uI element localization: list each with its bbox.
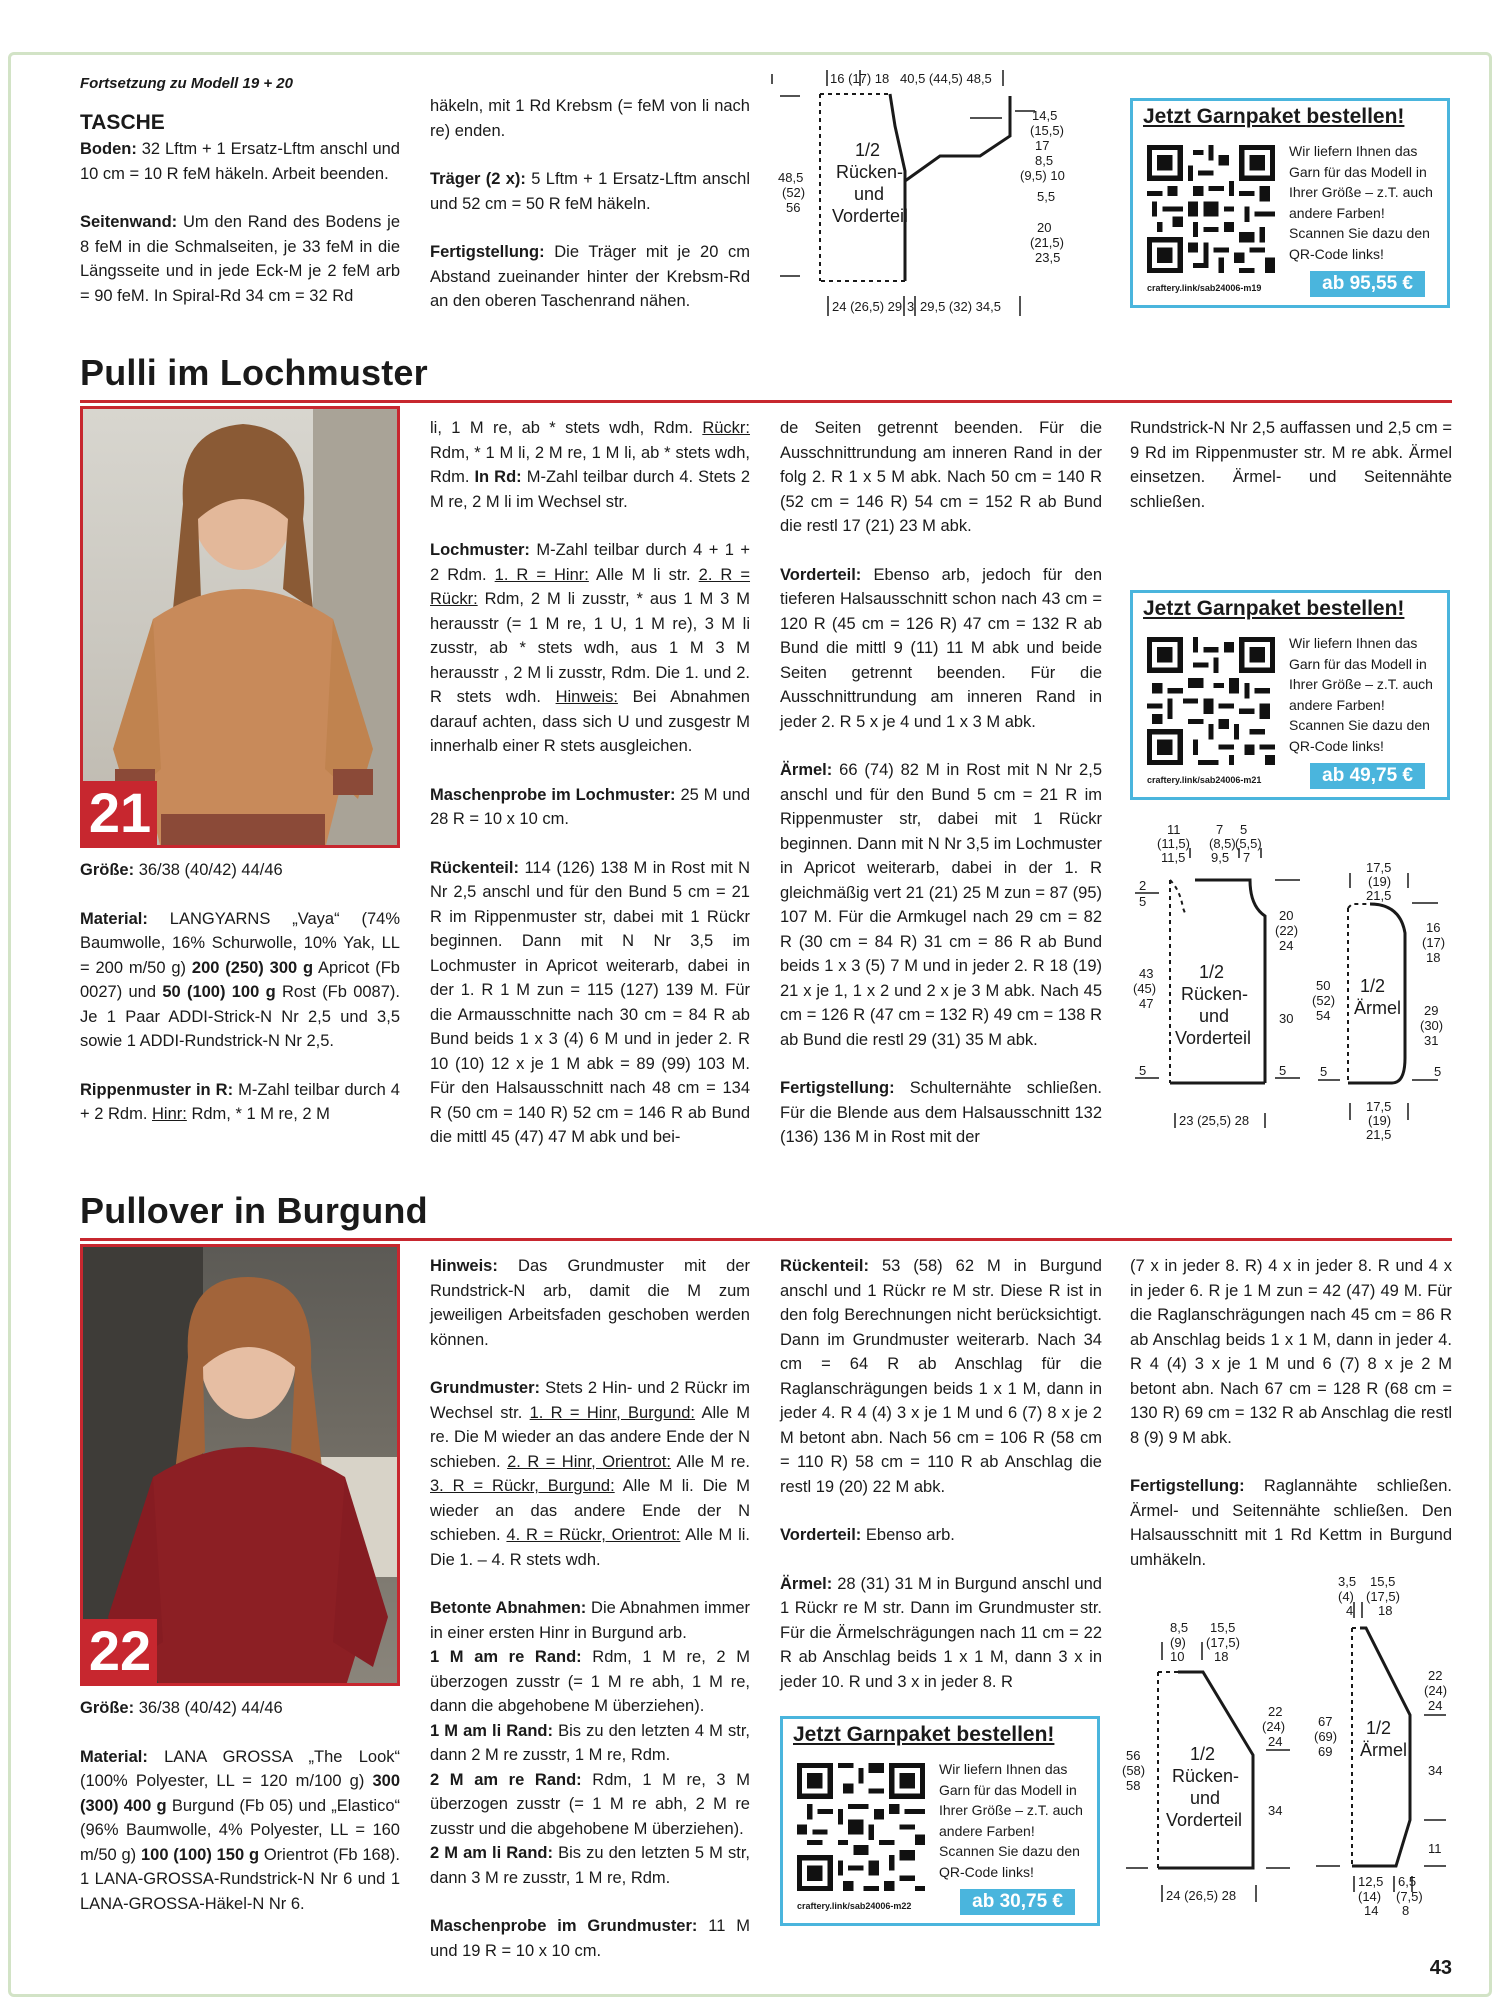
d19-top-left: 16 (17) 18	[830, 71, 890, 86]
svg-text:(24): (24)	[1262, 1719, 1286, 1734]
svg-text:12,5: 12,5	[1358, 1874, 1384, 1889]
svg-text:67: 67	[1318, 1714, 1333, 1729]
model-number-badge: 21	[83, 781, 157, 845]
svg-text:4: 4	[1346, 1603, 1354, 1618]
diagram-model-21-sleeve	[1310, 858, 1450, 1158]
svg-text:24: 24	[1268, 1734, 1283, 1749]
svg-text:50: 50	[1316, 978, 1331, 993]
svg-text:24: 24	[1428, 1698, 1443, 1713]
svg-text:56: 56	[786, 200, 801, 215]
svg-text:24 (26,5) 28: 24 (26,5) 28	[1166, 1888, 1237, 1903]
svg-text:17: 17	[1035, 138, 1050, 153]
svg-text:7: 7	[1243, 850, 1251, 865]
svg-text:1/2: 1/2	[1366, 1718, 1392, 1738]
svg-text:14,5: 14,5	[1032, 108, 1058, 123]
svg-text:2: 2	[1139, 878, 1147, 893]
diagram-model-21-body	[1115, 818, 1305, 1143]
diagram-model-22-sleeve	[1300, 1570, 1450, 1925]
svg-text:(8,5): (8,5)	[1209, 836, 1236, 851]
svg-text:und: und	[1199, 1006, 1230, 1026]
garnpaket-price-button[interactable]: ab 95,55 €	[1310, 271, 1425, 297]
garnpaket-link[interactable]: craftery.link/sab24006-m19	[1147, 283, 1262, 293]
svg-text:5,5: 5,5	[1037, 189, 1056, 204]
svg-text:Rücken-: Rücken-	[1172, 1766, 1240, 1786]
diagram-model-19	[770, 66, 1070, 326]
section-title-21: Pulli im Lochmuster	[80, 352, 428, 393]
svg-text:21,5: 21,5	[1366, 888, 1392, 903]
section-divider-22	[80, 1238, 1452, 1241]
svg-text:(52): (52)	[1312, 993, 1336, 1008]
svg-text:14: 14	[1364, 1903, 1379, 1918]
svg-text:(7,5): (7,5)	[1396, 1889, 1423, 1904]
svg-text:5: 5	[1320, 1064, 1328, 1079]
garnpaket-price-button[interactable]: ab 30,75 €	[960, 1889, 1075, 1915]
photo-model-22	[80, 1244, 400, 1686]
d19-top-right: 40,5 (44,5) 48,5	[900, 71, 992, 86]
top-col-1: Fortsetzung zu Modell 19 + 20 TASCHE Boden: 32 Lftm + 1 Ersatz-Lftm anschl und 10 cm = 10 R feM häkeln. Arbeit beenden. Seitenwand: Um den Rand des Bodens je 8 feM in die Schmalseiten, je 33 feM in die Längsseite und in jede Eck-M je 2 feM arb = 90 feM. In Spiral-Rd 34 cm = 32 Rd	[80, 72, 400, 308]
svg-text:Ärmel: Ärmel	[1360, 1740, 1408, 1760]
svg-text:(15,5): (15,5)	[1030, 123, 1064, 138]
svg-text:(52): (52)	[782, 185, 806, 200]
model22-col-4: (7 x in jeder 8. R) 4 x in jeder 8. R und 4 x in jeder 6. R je 1 M zun = 42 (47) 49 M. Für die Raglanschrägungen nach 45 cm = 86 R ab Anschlag beids 1 x 1 M, dann in jeder 4. R 4 (4) 3 x je 1 M und 6 (7) 8 x je 2 M betont abn. Nach 67 cm = 128 R (68 cm = 130 R) 69 cm = 132 R ab Anschlag die restl 8 (9) 9 M abk. Fertigstellung: Raglannähte schließen. Ärmel- und Seitennähte schließen. Den Halsausschnitt mit 1 Rd Kettm in Burgund umhäkeln.	[1130, 1257, 1452, 1569]
svg-text:15,5: 15,5	[1370, 1574, 1396, 1589]
garnpaket-box-m22[interactable]	[780, 1716, 1100, 1926]
svg-text:Ärmel: Ärmel	[1354, 998, 1402, 1018]
svg-text:18: 18	[1378, 1603, 1393, 1618]
qr-code-icon[interactable]	[797, 1763, 925, 1891]
garnpaket-text: Wir liefern Ihnen das Garn für das Modell in Ihrer Größe – z.T. auch andere Farben! Scannen Sie dazu den QR-Code links!	[1289, 635, 1433, 754]
svg-text:1/2: 1/2	[1199, 962, 1225, 982]
svg-text:5: 5	[1434, 1064, 1442, 1079]
section-divider-21	[80, 400, 1452, 403]
svg-text:(9): (9)	[1170, 1635, 1186, 1650]
svg-text:(5,5): (5,5)	[1235, 836, 1262, 851]
qr-code-icon[interactable]	[1147, 637, 1275, 765]
svg-text:(58): (58)	[1122, 1763, 1146, 1778]
svg-text:(22): (22)	[1275, 923, 1299, 938]
svg-text:23,5: 23,5	[1035, 250, 1061, 265]
continuation-note: Fortsetzung zu Modell 19 + 20	[80, 75, 293, 92]
svg-text:69: 69	[1318, 1744, 1333, 1759]
svg-text:1/2: 1/2	[1360, 976, 1386, 996]
svg-text:8,5: 8,5	[1170, 1620, 1189, 1635]
garnpaket-title: Jetzt Garnpaket bestellen!	[1143, 597, 1405, 620]
svg-text:6,5: 6,5	[1398, 1874, 1417, 1889]
garnpaket-title: Jetzt Garnpaket bestellen!	[1143, 105, 1405, 128]
svg-text:und: und	[854, 184, 885, 204]
garnpaket-title: Jetzt Garnpaket bestellen!	[793, 1723, 1055, 1746]
garnpaket-link[interactable]: craftery.link/sab24006-m21	[1147, 775, 1262, 785]
model22-col-3: Rückenteil: 53 (58) 62 M in Burgund anschl und 1 Rückr re M str. Diese R ist in den folg Berechnungen nicht berücksichtigt. Dann im Grundmuster weiterarb. Nach 34 cm = 64 R ab Anschlag für die Raglanschrägungen beids 1 x 1 M, dann in jeder 4. R 4 (4) 3 x je 1 M und 6 (7) 8 x je 2 M betont abn. Nach 56 cm = 106 R (58 cm = 110 R) 58 cm = 110 R ab Anschlag die restl 19 (20) 22 M abk. Vorderteil: Ebenso arb. Ärmel: 28 (31) 31 M in Burgund anschl und 1 Rückr re M str. Dann im Grundmuster str. Für die Ärmelschrägungen nach 11 cm = 22 R ab Anschlag beids 1 x 1 M, dann 3 x in jeder 10. R und 3 x in jeder 8. R	[780, 1257, 1102, 1691]
svg-text:3,5: 3,5	[1338, 1574, 1357, 1589]
svg-text:22: 22	[1428, 1668, 1443, 1683]
svg-text:11: 11	[1167, 822, 1181, 837]
model21-col-4: Rundstrick-N Nr 2,5 auffassen und 2,5 cm = 9 Rd im Rippenmuster str. M re abk. Ärmel einsetzen. Ärmel- und Seitennähte schließen.	[1130, 419, 1452, 511]
page-number: 43	[1429, 1957, 1452, 1979]
model22-col-2: Hinweis: Das Grundmuster mit der Rundstrick-N arb, damit die M zum jeweiligen Arbeitsfaden geschoben werden können. Grundmuster: Stets 2 Hin- und 2 Rückr im Wechsel str. 1. R = Hinr, Burgund: Alle M re. Die M wieder an das andere Ende der N schieben. 2. R = Hinr, Orientrot: Alle M re. 3. R = Rückr, Burgund: Alle M li. Die M wieder an das andere Ende der N schieben. 4. R = Rückr, Orientrot: Alle M li. Die 1. – 4. R stets wdh. Betonte Abnahmen: Die Abnahmen immer in einer ersten Hinr in Burgund arb. 1 M am re Rand: Rdm, 1 M re, 2 M überzogen zusstr (= 1 M re abh, 1 M re, dann die abgehobene M überziehen). 1 M am li Rand: Bis zu den letzten 4 M str, dann 2 M re zusstr, 1 M re, Rdm. 2 M am re Rand: Rdm, 1 M re, 3 M überzogen zusstr (= 1 M re abh, 2 M re zusstr und die abgehobene M überziehen). 2 M am li Rand: Bis zu den letzten 5 M str, dann 3 M re zusstr, 1 M re, Rdm. Maschenprobe im Grundmuster: 11 M und 19 R = 10 x 10 cm.	[430, 1257, 751, 1960]
svg-text:(30): (30)	[1420, 1018, 1444, 1033]
garnpaket-link[interactable]: craftery.link/sab24006-m22	[797, 1901, 912, 1911]
svg-text:8: 8	[1402, 1903, 1410, 1918]
svg-text:43: 43	[1139, 966, 1154, 981]
svg-text:34: 34	[1428, 1763, 1443, 1778]
garnpaket-box-m19[interactable]	[1130, 98, 1450, 308]
svg-text:5: 5	[1139, 1063, 1147, 1078]
svg-text:7: 7	[1216, 822, 1224, 837]
svg-text:58: 58	[1126, 1778, 1141, 1793]
svg-text:15,5: 15,5	[1210, 1620, 1236, 1635]
svg-text:17,5: 17,5	[1366, 860, 1392, 875]
model22-col-1: Größe: 36/38 (40/42) 44/46 Material: LANA GROSSA „The Look“ (100% Polyester, LL = 120 m/100 g) 300 (300) 400 g Burgund (Fb 05) und „Elastico“ (96% Baumwolle, 4% Polyester, LL = 160 m/50 g) 100 (100) 150 g Orientrot (Fb 168). 1 LANA-GROSSA-Rundstrick-N Nr 6 und 1 LANA-GROSSA-Häkel-N Nr 6.	[80, 1699, 400, 1913]
svg-text:(69): (69)	[1314, 1729, 1338, 1744]
svg-text:22: 22	[1268, 1704, 1283, 1719]
garnpaket-text: Wir liefern Ihnen das Garn für das Modell in Ihrer Größe – z.T. auch andere Farben! Scannen Sie dazu den QR-Code links!	[939, 1761, 1083, 1880]
svg-text:(19): (19)	[1368, 1113, 1392, 1128]
svg-text:16: 16	[1426, 920, 1441, 935]
garnpaket-box-m21[interactable]	[1130, 590, 1450, 800]
svg-text:20: 20	[1279, 908, 1294, 923]
svg-text:1/2: 1/2	[1190, 1744, 1216, 1764]
section-title-22: Pullover in Burgund	[80, 1190, 428, 1231]
svg-text:3: 3	[907, 299, 915, 314]
svg-text:(4): (4)	[1338, 1589, 1354, 1604]
svg-text:48,5: 48,5	[778, 170, 804, 185]
svg-text:5: 5	[1279, 1063, 1287, 1078]
svg-text:(17,5): (17,5)	[1366, 1589, 1400, 1604]
svg-text:(11,5): (11,5)	[1157, 836, 1190, 851]
svg-text:Rücken-: Rücken-	[1181, 984, 1249, 1004]
photo-model-21	[80, 406, 400, 848]
svg-text:18: 18	[1214, 1649, 1229, 1664]
model-number-badge: 22	[83, 1619, 157, 1683]
svg-text:17,5: 17,5	[1366, 1099, 1392, 1114]
model21-col-1: Größe: 36/38 (40/42) 44/46 Material: LANGYARNS „Vaya“ (74% Baumwolle, 16% Schurwolle, 10% Yak, LL = 200 m/50 g) 200 (250) 300 g Apricot (Fb 0027) und 50 (100) 100 g Rost (Fb 0087). Je 1 Paar ADDI-Strick-N Nr 2,5 und 3,5 sowie 1 ADDI-Rundstrick-N Nr 2,5. Rippenmuster in R: M-Zahl teilbar durch 4 + 2 Rdm. Hinr: Rdm, * 1 M re, 2 M	[80, 861, 400, 1123]
svg-text:(45): (45)	[1133, 981, 1157, 996]
svg-text:30: 30	[1279, 1011, 1294, 1026]
svg-text:Vorderteil: Vorderteil	[1175, 1028, 1252, 1048]
garnpaket-text: Wir liefern Ihnen das Garn für das Modell in Ihrer Größe – z.T. auch andere Farben! Scannen Sie dazu den QR-Code links!	[1289, 143, 1433, 262]
svg-text:(14): (14)	[1358, 1889, 1382, 1904]
model21-col-3: de Seiten getrennt beenden. Für die Ausschnittrundung am inneren Rand in der folg 2. R 1 x 5 M abk. Nach 50 cm = 140 R (52 cm = 146 R) 54 cm = 152 R ab Bund die restl 17 (21) 23 M abk. Vorderteil: Ebenso arb, jedoch für den tieferen Halsausschnitt schon nach 43 cm = 120 R (45 cm = 126 R) 47 cm = 132 R ab Bund die mittl 9 (11) 11 M abk und beide Seiten getrennt beenden. Für die Ausschnittrundung am inneren Rand in jeder 2. R 5 x je 4 und 1 x 3 M abk. Ärmel: 66 (74) 82 M in Rost mit N Nr 2,5 anschl und für den Bund 5 cm = 21 R im Rippenmuster str, dabei mit 1 Rückr beginnen. Dann mit N Nr 3,5 im Lochmuster in Apricot weiterarb, dabei in der 1. R gleichmäßig vert 21 (21) 25 M zun = 87 (95) 107 M. Für die Armkugel nach 29 cm = 82 R (30 cm = 84 R) 31 cm = 86 R ab Bund beids 1 x 3 (5) 7 M und in jeder 2. R 18 (19) 21 x je 1, 1 x 2 und 2 x je 3 M abk. Nach 45 cm = 126 R (47 cm = 132 R) 49 cm = 138 R ab Bund die restl 29 (31) 35 M abk. Fertigstellung: Schulternähte schließen. Für die Blende aus dem Halsausschnitt 132 (136) 136 M in Rost mit der	[780, 419, 1102, 1146]
svg-text:11,5: 11,5	[1161, 850, 1186, 865]
qr-code-icon[interactable]	[1147, 145, 1275, 273]
tasche-heading: TASCHE	[80, 110, 165, 134]
garnpaket-price-button[interactable]: ab 49,75 €	[1310, 763, 1425, 789]
svg-text:24: 24	[1279, 938, 1294, 953]
svg-text:34: 34	[1268, 1803, 1283, 1818]
svg-text:8,5: 8,5	[1035, 153, 1054, 168]
svg-text:21,5: 21,5	[1366, 1127, 1392, 1142]
svg-text:18: 18	[1426, 950, 1441, 965]
svg-text:47: 47	[1139, 996, 1154, 1011]
svg-text:Rücken-: Rücken-	[836, 162, 904, 182]
svg-text:29,5 (32) 34,5: 29,5 (32) 34,5	[920, 299, 1001, 314]
svg-text:56: 56	[1126, 1748, 1141, 1763]
svg-text:(9,5) 10: (9,5) 10	[1020, 168, 1065, 183]
top-col-2: häkeln, mit 1 Rd Krebsm (= feM von li nach re) enden. Träger (2 x): 5 Lftm + 1 Ersatz-Lftm anschl und 52 cm = 50 R feM häkeln. Fertigstellung: Die Träger mit je 20 cm Abstand zueinander hinter der Krebsm-Rd an den oberen Taschenrand nähen.	[430, 97, 750, 310]
svg-text:54: 54	[1316, 1008, 1331, 1023]
svg-text:29: 29	[1424, 1003, 1439, 1018]
svg-text:20: 20	[1037, 220, 1052, 235]
svg-text:und: und	[1190, 1788, 1221, 1808]
svg-text:9,5: 9,5	[1211, 850, 1230, 865]
svg-text:(21,5): (21,5)	[1030, 235, 1064, 250]
svg-text:5: 5	[1139, 894, 1147, 909]
svg-text:1/2: 1/2	[855, 140, 881, 160]
model21-col-2: li, 1 M re, ab * stets wdh, Rdm. Rückr: Rdm, * 1 M li, 2 M re, 1 M li, ab * stets wdh, Rdm. In Rd: M-Zahl teilbar durch 4. Stets 2 M re, 2 M li im Wechsel str. Lochmuster: M-Zahl teilbar durch 4 + 1 + 2 Rdm. 1. R = Hinr: Alle M li str. 2. R = Rückr: Rdm, 2 M li zusstr, * aus 1 M 3 M herausstr (= 1 M re, 1 U, 1 M re), 3 M li zusstr, ab * stets wdh, aus 1 M 3 M herausstr , 2 M li zusstr, Rdm. Die 1. und 2. R stets wdh. Hinweis: Bei Abnahmen darauf achten, dass sich U und zusgestr M innerhalb einer R stets ausgleichen. Maschenprobe im Lochmuster: 25 M und 28 R = 10 x 10 cm. Rückenteil: 114 (126) 138 M in Rost mit N Nr 2,5 anschl und für den Bund 5 cm = 21 R im Rippenmuster str, dabei mit 1 Rückr beginnen. Dann mit N Nr 3,5 im Lochmuster in Apricot weiterarb, dabei in der 1. R 1 M zun = 115 (127) 139 M. Für die Armausschnitte nach 30 cm = 84 R ab Bund beids 1 x 3 (4) 6 M und in jeder 2. R 10 (10) 12 x je 1 M abk = 89 (99) 103 M. Für den Halsausschnitt nach 48 cm = 134 R (50 cm = 140 R) 52 cm = 146 R ab Bund die mittl 45 (47) 47 M abk und bei-	[430, 419, 751, 1146]
svg-text:11: 11	[1428, 1841, 1442, 1856]
diagram-model-22-body	[1118, 1610, 1298, 1920]
svg-text:(24): (24)	[1424, 1683, 1448, 1698]
svg-text:(19): (19)	[1368, 874, 1392, 889]
svg-text:(17): (17)	[1422, 935, 1446, 950]
svg-text:5: 5	[1240, 822, 1248, 837]
svg-text:Vorderteil: Vorderteil	[1166, 1810, 1243, 1830]
svg-text:23 (25,5) 28: 23 (25,5) 28	[1179, 1113, 1250, 1128]
svg-text:10: 10	[1170, 1649, 1185, 1664]
svg-text:24 (26,5) 29: 24 (26,5) 29	[832, 299, 903, 314]
svg-text:31: 31	[1424, 1033, 1439, 1048]
svg-text:(17,5): (17,5)	[1206, 1635, 1240, 1650]
svg-text:Vorderteil: Vorderteil	[832, 206, 909, 226]
